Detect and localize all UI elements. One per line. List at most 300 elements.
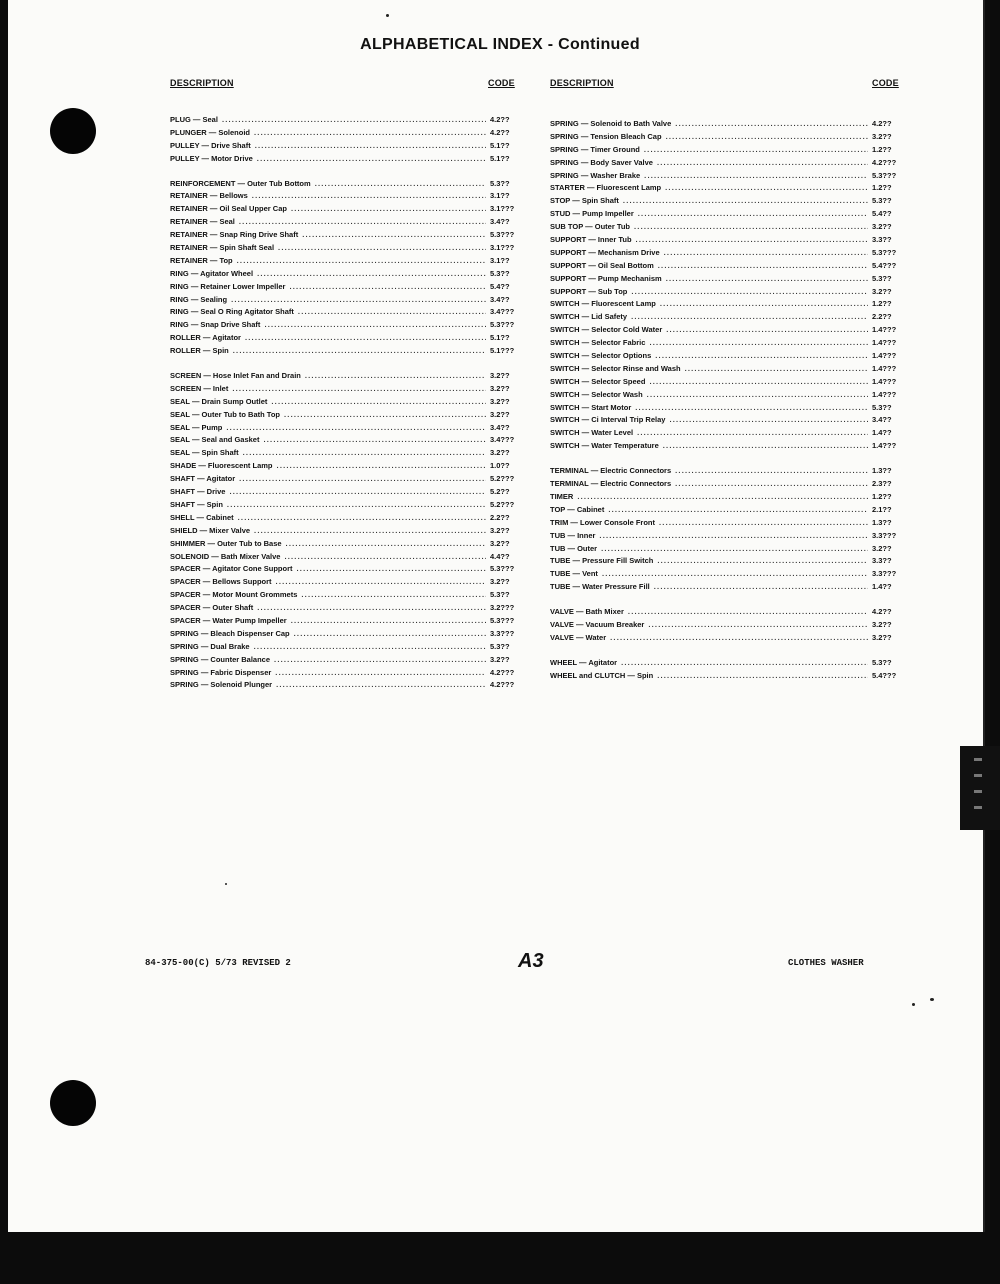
right-group — [550, 606, 902, 645]
entry-description: SEAL — Drain Sump Outlet — [170, 396, 268, 406]
dot-leader — [276, 576, 486, 589]
index-entry — [170, 178, 520, 191]
entry-code: 2.3?? — [872, 479, 892, 489]
entry-code: 5.4??? — [872, 260, 897, 270]
entry-description: SHADE — Fluorescent Lamp — [170, 461, 273, 471]
index-entry — [170, 512, 520, 525]
index-entry — [550, 427, 902, 440]
index-entry — [550, 414, 902, 427]
entry-description: RING — Snap Drive Shaft — [170, 320, 261, 330]
entry-description: TERMINAL — Electric Connectors — [550, 466, 672, 476]
index-entry — [170, 345, 520, 358]
entry-description: SWITCH — Selector Fabric — [550, 338, 646, 348]
index-entry — [550, 221, 902, 234]
entry-code: 2.2?? — [872, 312, 892, 322]
entry-description: SWITCH — Selector Options — [550, 351, 652, 361]
dot-leader — [252, 190, 486, 203]
dot-leader — [657, 555, 868, 568]
entry-description: RETAINER — Top — [170, 255, 233, 265]
index-entry — [170, 460, 520, 473]
index-entry — [550, 568, 902, 581]
entry-description: PLUG — Seal — [170, 115, 218, 124]
entry-code: 3.4??? — [490, 307, 515, 317]
entry-code: 3.2?? — [490, 383, 510, 393]
entry-code: 2.2?? — [490, 512, 510, 522]
index-entry — [170, 422, 520, 435]
entry-description: SOLENOID — Bath Mixer Valve — [170, 551, 281, 561]
index-entry — [550, 543, 902, 556]
index-entry — [550, 465, 902, 478]
entry-description: TUB — Inner — [550, 530, 596, 540]
entry-code: 5.3?? — [490, 178, 510, 188]
entry-code: 4.2?? — [490, 115, 510, 124]
dot-leader — [628, 606, 868, 619]
index-entry — [170, 370, 520, 383]
entry-code: 5.3?? — [490, 590, 510, 600]
entry-code: 3.4?? — [872, 415, 892, 425]
dot-leader — [226, 422, 486, 435]
index-entry — [550, 555, 902, 568]
entry-code: 5.3?? — [490, 641, 510, 651]
index-entry — [170, 114, 520, 127]
index-entry — [550, 440, 902, 453]
entry-description: SPACER — Water Pump Impeller — [170, 615, 287, 625]
entry-description: SPRING — Dual Brake — [170, 641, 250, 651]
dot-leader — [664, 247, 868, 260]
entry-code: 3.2?? — [490, 396, 510, 406]
index-entry — [550, 118, 902, 131]
dot-leader — [286, 538, 486, 551]
index-entry — [170, 499, 520, 512]
footer-document-number: 84-375-00(C) 5/73 REVISED 2 — [145, 958, 291, 968]
dot-leader — [276, 679, 486, 692]
entry-description: PULLEY — Motor Drive — [170, 153, 253, 163]
entry-description: SPRING — Counter Balance — [170, 654, 271, 664]
entry-code: 3.2?? — [872, 222, 892, 232]
dot-leader — [577, 491, 868, 504]
dot-leader — [239, 473, 486, 486]
entry-code: 5.2??? — [490, 474, 515, 484]
entry-description: SUPPORT — Mechanism Drive — [550, 247, 660, 257]
dot-leader — [277, 460, 486, 473]
entry-code: 3.2?? — [490, 654, 510, 664]
index-entry — [550, 324, 902, 337]
entry-code: 3.2?? — [872, 131, 892, 141]
index-entry — [170, 628, 520, 641]
dot-leader — [232, 383, 486, 396]
entry-code: 3.2?? — [872, 543, 892, 553]
entry-description: SUPPORT — Oil Seal Bottom — [550, 260, 654, 270]
entry-description: STARTER — Fluorescent Lamp — [550, 183, 662, 193]
entry-code: 3.2?? — [490, 371, 510, 381]
dot-leader — [675, 465, 868, 478]
entry-code: 3.4??? — [490, 435, 515, 445]
entry-code: 5.3??? — [490, 564, 515, 574]
entry-description: SUPPORT — Inner Tub — [550, 235, 632, 245]
entry-code: 3.3?? — [872, 556, 892, 566]
entry-description: SWITCH — Start Motor — [550, 402, 632, 412]
entry-description: SPACER — Agitator Cone Support — [170, 564, 293, 574]
index-entry — [550, 491, 902, 504]
entry-code: 3.2?? — [490, 538, 510, 548]
index-entry — [550, 670, 902, 683]
index-entry — [170, 203, 520, 216]
dot-leader — [284, 409, 486, 422]
dot-leader — [227, 499, 486, 512]
index-entry — [170, 486, 520, 499]
entry-description: SWITCH — Fluorescent Lamp — [550, 299, 656, 309]
entry-code: 1.2?? — [872, 491, 892, 501]
dot-leader — [297, 563, 487, 576]
index-entry — [550, 208, 902, 221]
dot-leader — [239, 216, 486, 229]
page-title: ALPHABETICAL INDEX - Continued — [360, 36, 640, 53]
entry-code: 5.3?? — [872, 657, 892, 667]
index-entry — [170, 216, 520, 229]
entry-description: SPRING — Tension Bleach Cap — [550, 131, 662, 141]
scan-border — [0, 1232, 1000, 1284]
entry-code: 5.1?? — [490, 153, 510, 163]
index-entry — [550, 478, 902, 491]
index-entry — [170, 525, 520, 538]
entry-code: 4.2??? — [872, 157, 897, 167]
index-entry — [550, 273, 902, 286]
dot-leader — [649, 337, 868, 350]
index-entry — [170, 576, 520, 589]
dot-leader — [621, 657, 868, 670]
left-header-code: CODE — [488, 78, 515, 88]
index-entry — [550, 170, 902, 183]
dot-leader — [644, 170, 868, 183]
entry-description: SPACER — Bellows Support — [170, 577, 272, 587]
dot-leader — [623, 195, 868, 208]
entry-code: 3.2??? — [490, 603, 515, 613]
dot-leader — [599, 530, 868, 543]
entry-description: SWITCH — Water Temperature — [550, 441, 659, 451]
index-entry — [170, 667, 520, 680]
entry-code: 5.3?? — [872, 273, 892, 283]
entry-description: SEAL — Seal and Gasket — [170, 435, 260, 445]
entry-code: 3.4?? — [490, 217, 510, 227]
dot-leader — [255, 140, 486, 153]
entry-description: TUBE — Water Pressure Fill — [550, 582, 650, 592]
dot-leader — [257, 153, 486, 166]
entry-description: TIMER — [550, 491, 574, 501]
index-entry — [170, 255, 520, 268]
entry-description: SCREEN — Hose Inlet Fan and Drain — [170, 371, 301, 381]
index-entry — [550, 157, 902, 170]
entry-code: 5.3??? — [872, 247, 897, 257]
dot-leader — [675, 478, 868, 491]
index-entry — [170, 615, 520, 628]
index-entry — [170, 127, 520, 140]
dot-leader — [657, 670, 868, 683]
dot-leader — [264, 319, 486, 332]
dot-leader — [666, 273, 868, 286]
entry-description: WHEEL and CLUTCH — Spin — [550, 670, 654, 680]
entry-code: 3.3?? — [872, 235, 892, 245]
dot-leader — [602, 568, 868, 581]
dot-leader — [271, 396, 486, 409]
entry-code: 3.2?? — [490, 525, 510, 535]
index-entry — [550, 337, 902, 350]
index-entry — [550, 144, 902, 157]
index-entry — [550, 619, 902, 632]
entry-description: SHAFT — Drive — [170, 487, 226, 497]
right-index-column — [550, 118, 902, 695]
dot-leader — [294, 628, 486, 641]
entry-code: 5.4??? — [872, 670, 897, 680]
dot-leader — [654, 581, 868, 594]
footer-page-number: A3 — [518, 950, 544, 972]
index-entry — [550, 376, 902, 389]
entry-description: PLUNGER — Solenoid — [170, 127, 251, 137]
index-entry — [170, 538, 520, 551]
entry-description: SUB TOP — Outer Tub — [550, 222, 631, 232]
index-entry — [170, 383, 520, 396]
entry-code: 5.3??? — [490, 320, 515, 330]
index-entry — [550, 581, 902, 594]
dot-leader — [305, 370, 486, 383]
index-entry — [170, 396, 520, 409]
right-group — [550, 118, 902, 453]
index-entry — [170, 229, 520, 242]
dot-leader — [663, 440, 868, 453]
index-entry — [170, 654, 520, 667]
dot-leader — [284, 551, 486, 564]
dot-leader — [631, 286, 868, 299]
entry-code: 3.2?? — [872, 286, 892, 296]
entry-code: 5.1?? — [490, 140, 510, 150]
dot-leader — [222, 114, 486, 127]
dot-leader — [658, 260, 868, 273]
index-entry — [550, 260, 902, 273]
index-entry — [550, 632, 902, 645]
scan-speck — [386, 14, 389, 17]
right-header-description: DESCRIPTION — [550, 78, 614, 88]
entry-code: 4.4?? — [490, 551, 510, 561]
index-entry — [170, 332, 520, 345]
index-entry — [550, 247, 902, 260]
entry-code: 3.1?? — [490, 255, 510, 265]
entry-description: ROLLER — Spin — [170, 346, 229, 356]
dot-leader — [665, 182, 868, 195]
footer-product-name: CLOTHES WASHER — [788, 958, 864, 968]
dot-leader — [638, 208, 868, 221]
entry-code: 5.3??? — [490, 615, 515, 625]
index-entry — [550, 363, 902, 376]
entry-description: SPRING — Timer Ground — [550, 144, 640, 154]
entry-description: SWITCH — Water Level — [550, 428, 634, 438]
entry-description: TERMINAL — Electric Connectors — [550, 479, 672, 489]
index-entry — [170, 242, 520, 255]
entry-code: 3.2?? — [872, 632, 892, 642]
dot-leader — [637, 427, 868, 440]
right-group — [550, 465, 902, 594]
entry-description: REINFORCEMENT — Outer Tub Bottom — [170, 178, 311, 188]
index-entry — [170, 409, 520, 422]
dot-leader — [233, 345, 486, 358]
entry-description: SPRING — Bleach Dispenser Cap — [170, 628, 290, 638]
entry-description: WHEEL — Agitator — [550, 657, 618, 667]
index-entry — [550, 606, 902, 619]
dot-leader — [635, 402, 868, 415]
entry-code: 3.3??? — [872, 530, 897, 540]
index-entry — [550, 530, 902, 543]
entry-code: 1.4?? — [872, 428, 892, 438]
entry-code: 3.2?? — [872, 619, 892, 629]
index-entry — [170, 294, 520, 307]
index-entry — [170, 473, 520, 486]
entry-code: 1.2?? — [872, 299, 892, 309]
dot-leader — [254, 641, 486, 654]
entry-description: SEAL — Spin Shaft — [170, 448, 239, 458]
entry-description: RING — Sealing — [170, 294, 228, 304]
entry-description: SWITCH — Selector Rinse and Wash — [550, 363, 681, 373]
scan-speck — [912, 1003, 915, 1006]
dot-leader — [655, 350, 868, 363]
index-entry — [170, 551, 520, 564]
index-entry — [170, 153, 520, 166]
entry-description: SPRING — Body Saver Valve — [550, 157, 653, 167]
entry-description: ROLLER — Agitator — [170, 333, 241, 343]
entry-description: SHIMMER — Outer Tub to Base — [170, 538, 282, 548]
entry-code: 3.1?? — [490, 191, 510, 201]
dot-leader — [291, 203, 486, 216]
entry-description: VALVE — Bath Mixer — [550, 607, 624, 617]
index-entry — [170, 679, 520, 692]
entry-description: SEAL — Outer Tub to Bath Top — [170, 409, 280, 419]
entry-code: 4.2?? — [872, 119, 892, 128]
entry-description: RING — Agitator Wheel — [170, 268, 254, 278]
index-entry — [550, 389, 902, 402]
entry-code: 1.0?? — [490, 461, 510, 471]
entry-code: 1.4??? — [872, 441, 897, 451]
index-entry — [550, 234, 902, 247]
right-header-code: CODE — [872, 78, 899, 88]
entry-code: 5.2??? — [490, 499, 515, 509]
entry-description: RETAINER — Bellows — [170, 191, 248, 201]
dot-leader — [669, 414, 868, 427]
entry-description: SPRING — Solenoid Plunger — [170, 680, 273, 690]
entry-description: TRIM — Lower Console Front — [550, 517, 655, 527]
entry-description: SPRING — Solenoid to Bath Valve — [550, 119, 672, 128]
index-entry — [170, 281, 520, 294]
entry-code: 5.3?? — [490, 268, 510, 278]
entry-code: 3.2?? — [490, 577, 510, 587]
entry-description: SWITCH — Selector Cold Water — [550, 325, 663, 335]
right-group — [550, 657, 902, 683]
entry-description: SHAFT — Agitator — [170, 474, 236, 484]
dot-leader — [254, 525, 486, 538]
dot-leader — [666, 131, 868, 144]
entry-code: 5.1??? — [490, 346, 515, 356]
entry-code: 3.1??? — [490, 204, 515, 214]
entry-description: SWITCH — Lid Safety — [550, 312, 628, 322]
entry-code: 1.4??? — [872, 325, 897, 335]
dot-leader — [644, 144, 868, 157]
index-entry — [170, 434, 520, 447]
index-entry — [170, 641, 520, 654]
index-entry — [170, 447, 520, 460]
index-entry — [550, 286, 902, 299]
dot-leader — [229, 486, 486, 499]
entry-code: 1.2?? — [872, 183, 892, 193]
entry-code: 1.4??? — [872, 338, 897, 348]
entry-description: RETAINER — Oil Seal Upper Cap — [170, 204, 287, 214]
dot-leader — [647, 389, 868, 402]
entry-description: RING — Retainer Lower Impeller — [170, 281, 286, 291]
entry-code: 3.1??? — [490, 243, 515, 253]
dot-leader — [601, 543, 868, 556]
entry-code: 1.4??? — [872, 351, 897, 361]
dot-leader — [649, 376, 868, 389]
dot-leader — [231, 294, 486, 307]
index-entry — [550, 504, 902, 517]
entry-description: SPRING — Fabric Dispenser — [170, 667, 272, 677]
entry-description: SPRING — Washer Brake — [550, 170, 641, 180]
entry-description: VALVE — Water — [550, 632, 607, 642]
entry-description: SWITCH — Selector Speed — [550, 376, 646, 386]
dot-leader — [610, 632, 868, 645]
index-entry — [550, 298, 902, 311]
scan-speck — [930, 998, 934, 1001]
entry-code: 5.3??? — [872, 170, 897, 180]
entry-code: 3.3??? — [872, 569, 897, 579]
index-entry — [550, 195, 902, 208]
dot-leader — [666, 324, 868, 337]
dot-leader — [254, 127, 486, 140]
dot-leader — [315, 178, 486, 191]
index-entry — [550, 657, 902, 670]
entry-code: 1.3?? — [872, 466, 892, 476]
dot-leader — [608, 504, 868, 517]
left-group — [170, 114, 520, 166]
dot-leader — [659, 517, 868, 530]
index-entry — [550, 131, 902, 144]
entry-description: RING — Seal O Ring Agitator Shaft — [170, 307, 294, 317]
entry-description: TUB — Outer — [550, 543, 598, 553]
left-group — [170, 178, 520, 358]
entry-description: TOP — Cabinet — [550, 504, 605, 514]
section-edge-tab — [960, 746, 1000, 830]
entry-code: 1.4??? — [872, 363, 897, 373]
entry-code: 3.2?? — [490, 448, 510, 458]
entry-description: STOP — Spin Shaft — [550, 196, 619, 206]
entry-code: 1.4?? — [872, 582, 892, 592]
entry-code: 1.4??? — [872, 376, 897, 386]
dot-leader — [263, 434, 486, 447]
entry-description: VALVE — Vacuum Breaker — [550, 619, 645, 629]
dot-leader — [636, 234, 868, 247]
entry-description: RETAINER — Snap Ring Drive Shaft — [170, 230, 299, 240]
left-header-description: DESCRIPTION — [170, 78, 234, 88]
dot-leader — [685, 363, 868, 376]
entry-description: SUPPORT — Sub Top — [550, 286, 628, 296]
dot-leader — [237, 255, 486, 268]
dot-leader — [631, 311, 868, 324]
entry-description: SUPPORT — Pump Mechanism — [550, 273, 662, 283]
entry-description: SHELL — Cabinet — [170, 512, 234, 522]
index-entry — [550, 182, 902, 195]
dot-leader — [302, 229, 486, 242]
index-entry — [170, 306, 520, 319]
index-entry — [170, 563, 520, 576]
dot-leader — [257, 268, 486, 281]
entry-code: 4.2??? — [490, 667, 515, 677]
dot-leader — [660, 298, 868, 311]
dot-leader — [243, 447, 486, 460]
